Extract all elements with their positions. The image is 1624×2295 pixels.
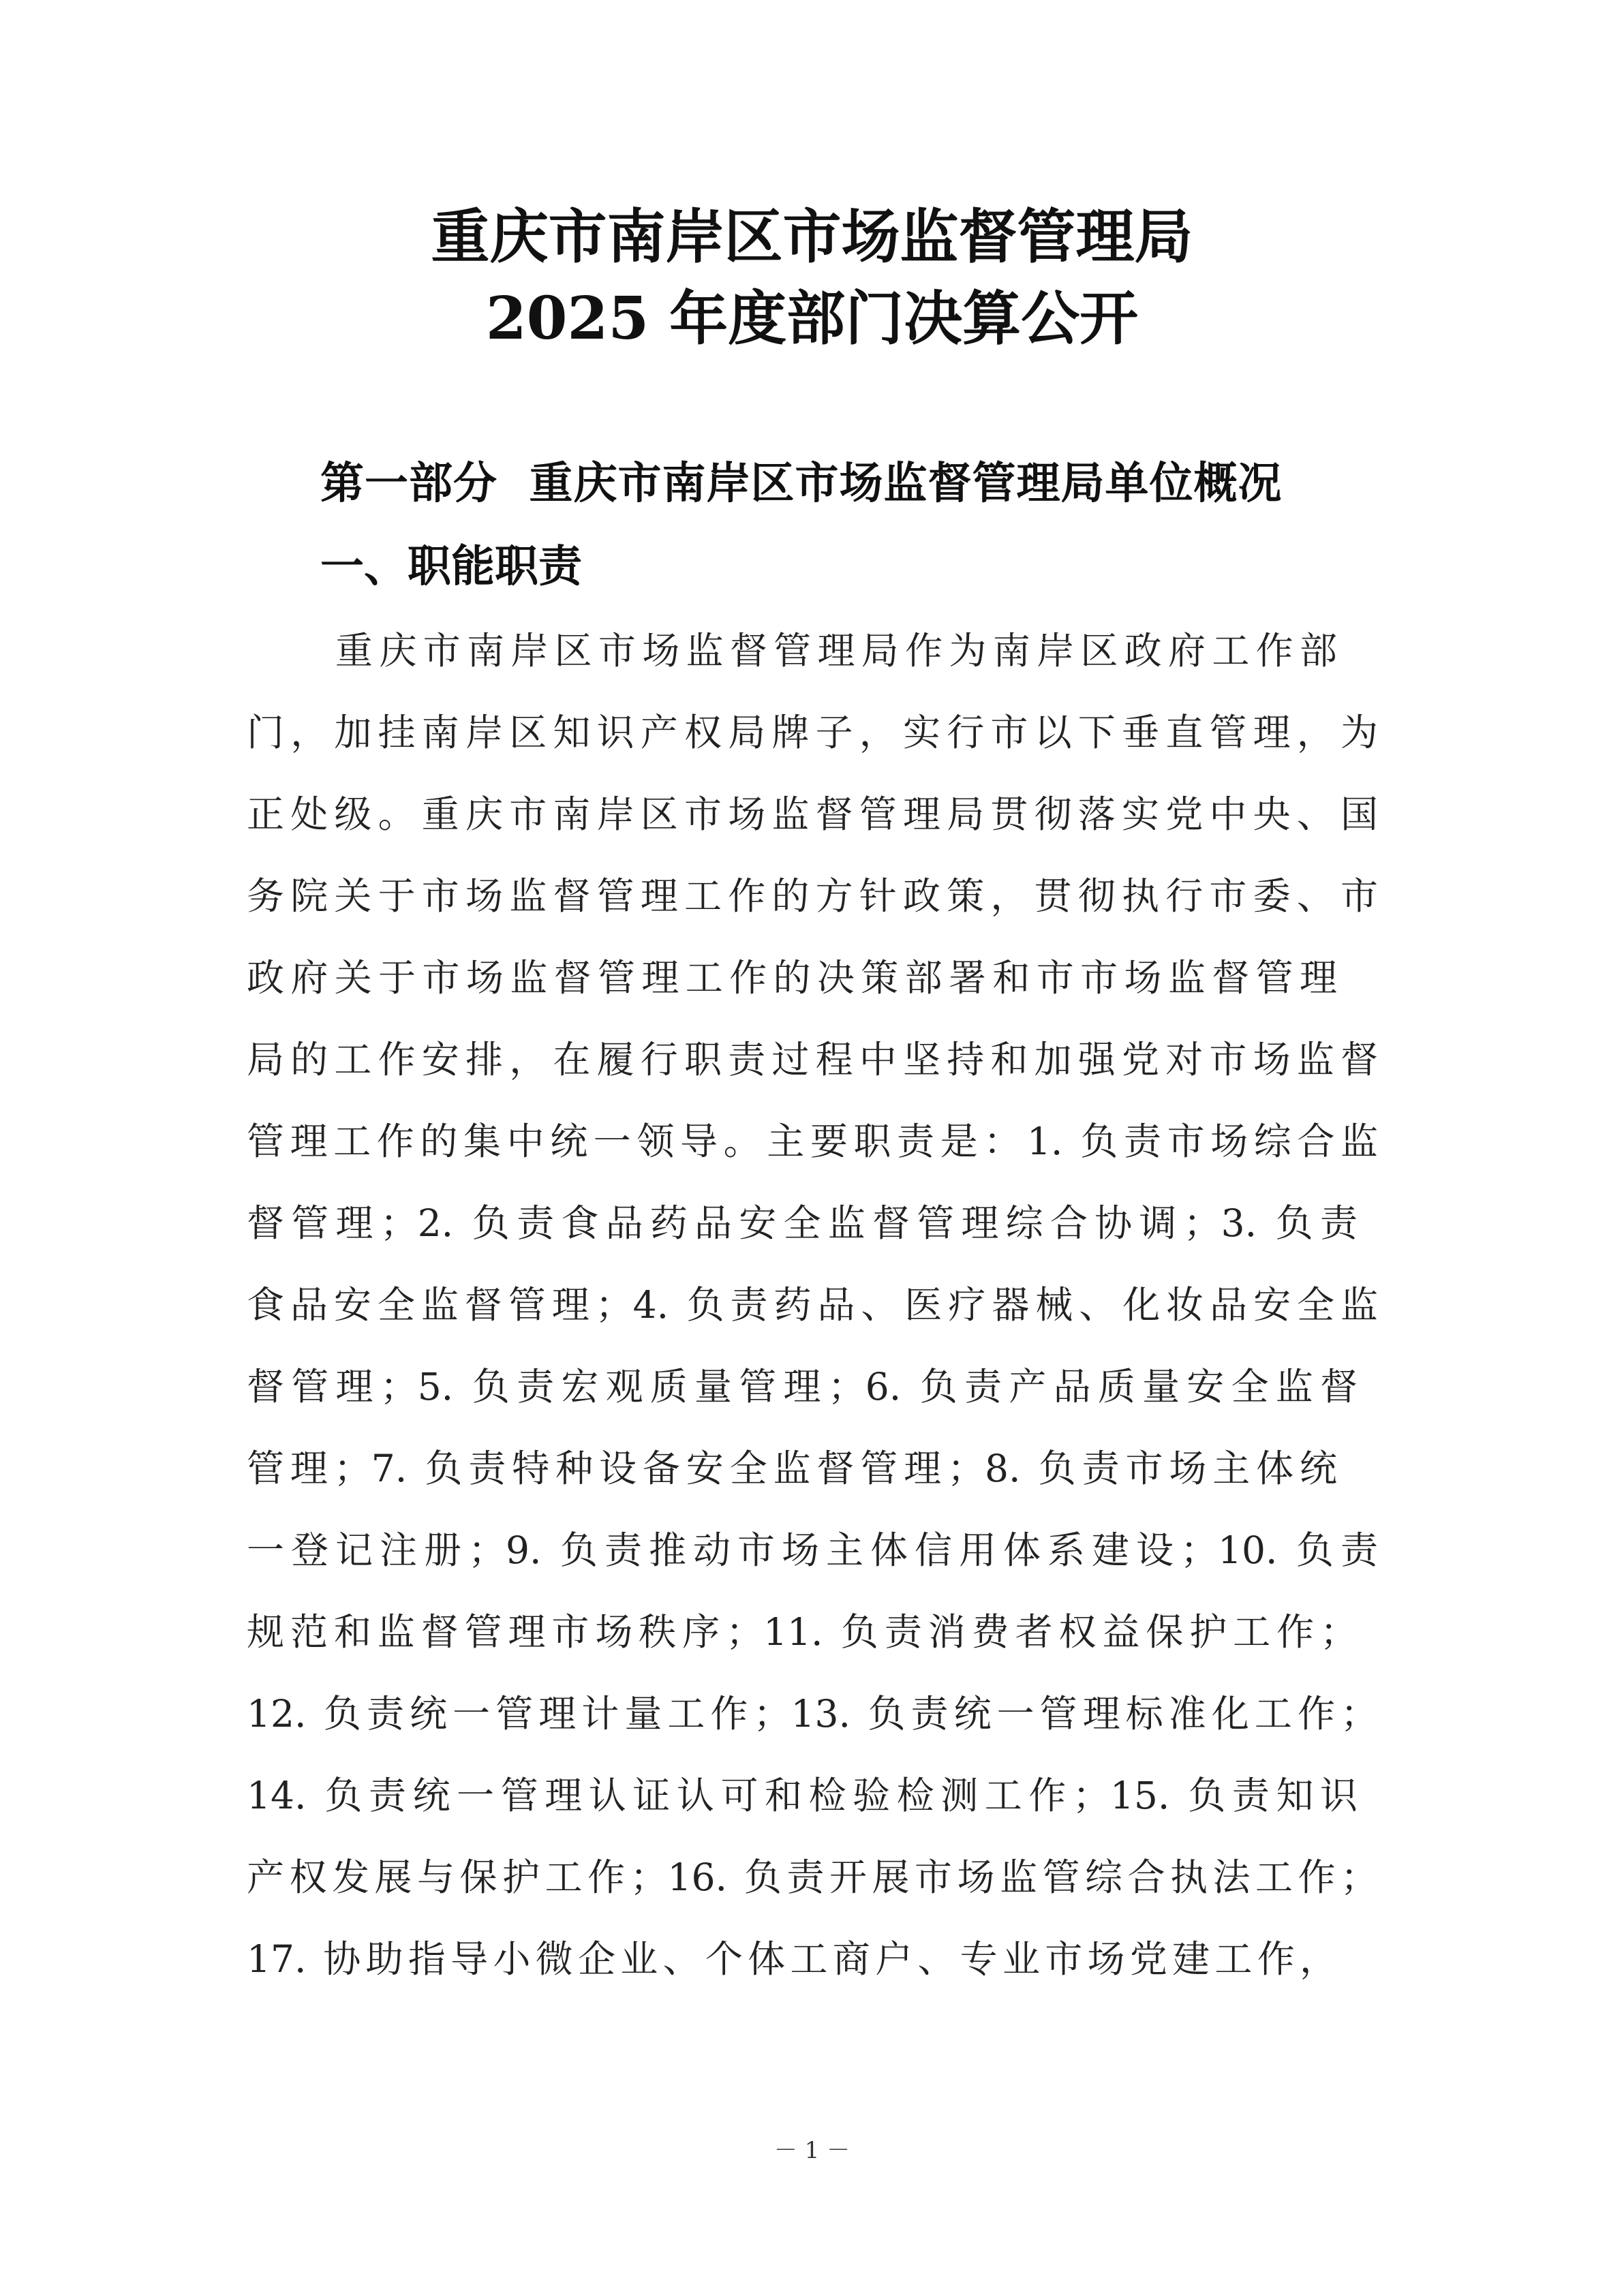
paragraph-line: 12. 负责统一管理计量工作；13. 负责统一管理标准化工作； [247,1692,1378,1736]
paragraph-line: 局的工作安排，在履行职责过程中坚持和加强党对市场监督 [247,1038,1378,1081]
paragraph-line: 规范和监督管理市场秩序；11. 负责消费者权益保护工作； [247,1610,1358,1654]
paragraph-line: 产权发展与保护工作；16. 负责开展市场监管综合执法工作； [247,1855,1378,1899]
paragraph-line: 督管理；2. 负责食品药品安全监督管理综合协调；3. 负责 [247,1201,1358,1245]
paragraph-line: 正处级。重庆市南岸区市场监督管理局贯彻落实党中央、国 [247,792,1378,836]
paragraph-line: 重庆市南岸区市场监督管理局作为南岸区政府工作部 [335,629,1337,673]
page-number: － 1 － [773,2137,851,2164]
paragraph-line: 管理工作的集中统一领导。主要职责是：1. 负责市场综合监 [247,1120,1378,1163]
paragraph-line: 14. 负责统一管理认证认可和检验检测工作；15. 负责知识 [247,1774,1358,1817]
section-heading: 一、职能职责 [320,542,582,592]
paragraph-line: 督管理；5. 负责宏观质量管理；6. 负责产品质量安全监督 [247,1365,1358,1408]
paragraph-line: 17. 协助指导小微企业、个体工商户、专业市场党建工作， [247,1937,1337,1981]
paragraph-line: 政府关于市场监督管理工作的决策部署和市市场监督管理 [247,956,1337,1000]
paragraph-line: 务院关于市场监督管理工作的方针政策，贯彻执行市委、市 [247,874,1378,918]
part-heading: 第一部分 重庆市南岸区市场监督管理局单位概况 [320,458,1283,509]
document-title-line-1: 重庆市南岸区市场监督管理局 [431,202,1193,271]
paragraph-line: 管理；7. 负责特种设备安全监督管理；8. 负责市场主体统 [247,1447,1337,1490]
paragraph-line: 门，加挂南岸区知识产权局牌子，实行市以下垂直管理，为 [247,711,1378,754]
paragraph-line: 一登记注册；9. 负责推动市场主体信用体系建设；10. 负责 [247,1528,1378,1572]
document-title-line-2: 2025 年度部门决算公开 [485,284,1139,353]
paragraph-line: 食品安全监督管理；4. 负责药品、医疗器械、化妆品安全监 [247,1283,1378,1327]
